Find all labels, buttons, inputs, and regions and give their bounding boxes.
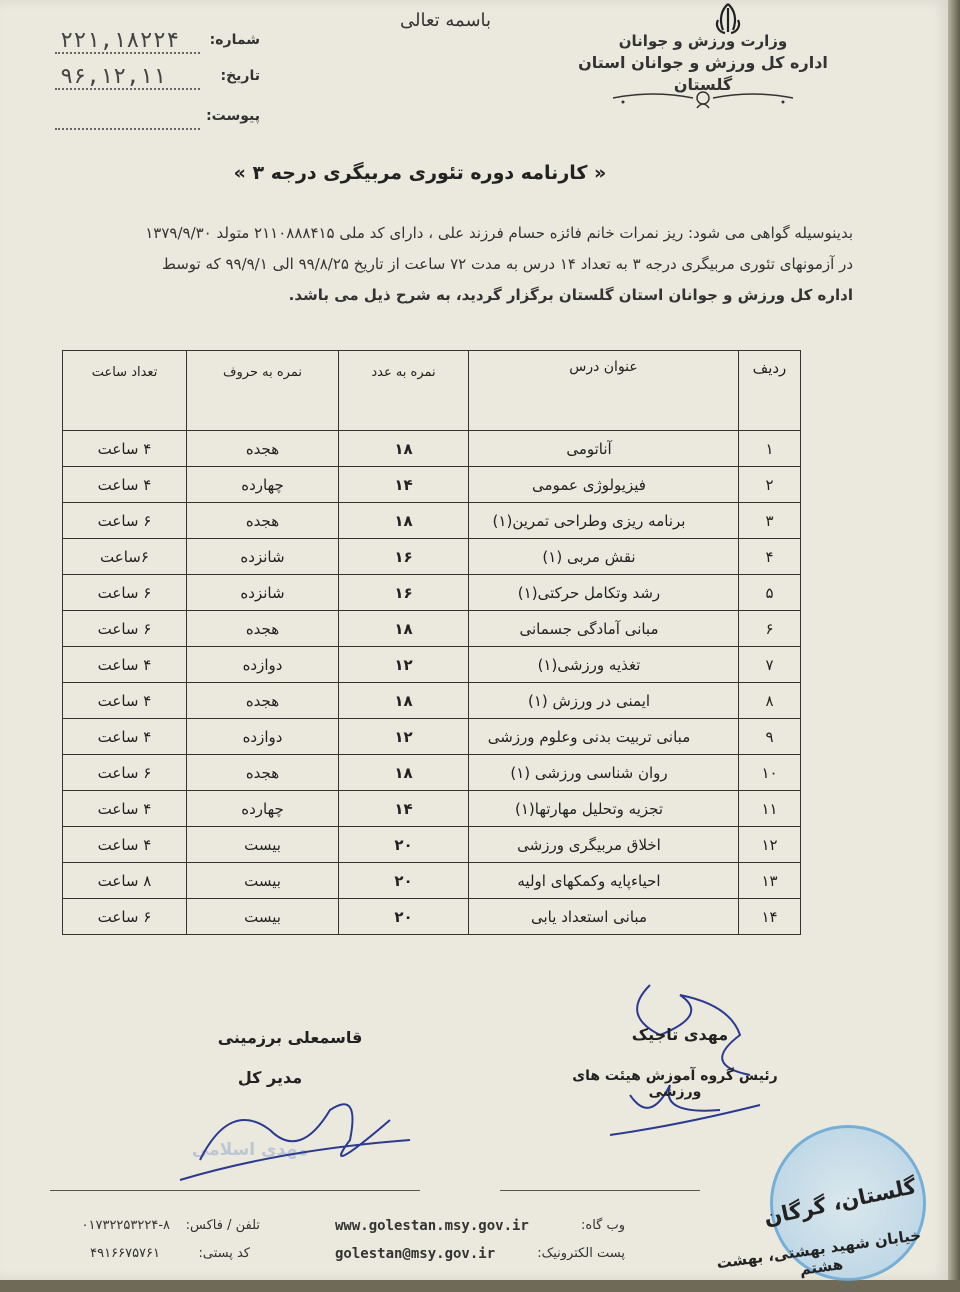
subject-cell: تجزیه وتحلیل مهارتها(۱) (469, 791, 739, 827)
website-link[interactable]: www.golestan.msy.gov.ir (335, 1218, 529, 1234)
row-number-cell: ۱۲ (739, 827, 801, 863)
dotted-line (55, 128, 200, 130)
grades-table-body (63, 431, 801, 935)
subject-cell: روان شناسی ورزشی (۱) (469, 755, 739, 791)
date-label: تاریخ: (220, 68, 260, 84)
row-number-cell: ۳ (739, 503, 801, 539)
hours-cell: ۴ ساعت (63, 791, 187, 827)
hours-cell: ۴ ساعت (63, 683, 187, 719)
dotted-line (55, 52, 200, 54)
score-text-cell: دوازده (187, 719, 339, 755)
subject-cell: مبانی آمادگی جسمانی (469, 611, 739, 647)
score-number-cell: ۱۸ (339, 503, 469, 539)
row-number-cell: ۲ (739, 467, 801, 503)
score-number-cell: ۱۸ (339, 431, 469, 467)
score-number-cell: ۱۸ (339, 683, 469, 719)
score-text-cell: هجده (187, 755, 339, 791)
number-label: شماره: (209, 32, 260, 48)
document-title: « کارنامه دوره تئوری مربیگری درجه ۳ » (233, 162, 607, 184)
score-number-cell: ۲۰ (339, 899, 469, 935)
table-row (63, 431, 801, 467)
subject-cell: فیزیولوژی عمومی (469, 467, 739, 503)
hours-cell: ۸ ساعت (63, 863, 187, 899)
row-number-cell: ۱ (739, 431, 801, 467)
subject-cell: مبانی تربیت بدنی وعلوم ورزشی (469, 719, 739, 755)
table-row (63, 575, 801, 611)
header-row-number: ردیف (739, 351, 801, 431)
score-number-cell: ۱۴ (339, 791, 469, 827)
row-number-cell: ۵ (739, 575, 801, 611)
table-row (63, 827, 801, 863)
dotted-line (55, 88, 200, 90)
subject-cell: اخلاق مربیگری ورزشی (469, 827, 739, 863)
score-number-cell: ۲۰ (339, 827, 469, 863)
letter-date (40, 64, 260, 96)
row-number-cell: ۱۱ (739, 791, 801, 827)
header-score-text: نمره به حروف (187, 351, 339, 431)
signatory-right-title: رئیس گروه آموزش هیئت های ورزشی (572, 1068, 778, 1100)
website-label: وب گاه: (581, 1218, 625, 1233)
footer-divider-right (500, 1190, 700, 1191)
hours-cell: ۴ ساعت (63, 431, 187, 467)
score-text-cell: چهارده (187, 467, 339, 503)
header-hours: تعداد ساعت (63, 351, 187, 431)
grades-table (62, 350, 801, 935)
score-text-cell: هجده (187, 503, 339, 539)
stamp-address: خیابان شهید بهشتی، بهشت هشتم (715, 1225, 923, 1279)
header-score-number: نمره به عدد (339, 351, 469, 431)
table-row (63, 467, 801, 503)
score-number-cell: ۱۸ (339, 611, 469, 647)
hours-cell: ۶ ساعت (63, 611, 187, 647)
score-text-cell: هجده (187, 611, 339, 647)
hours-cell: ۶ ساعت (63, 575, 187, 611)
ministry-name: وزارت ورزش و جوانان (618, 32, 788, 50)
table-row (63, 791, 801, 827)
row-number-cell: ۱۰ (739, 755, 801, 791)
row-number-cell: ۱۳ (739, 863, 801, 899)
signatory-faint-name: مهدی اسلامی (191, 1140, 309, 1160)
score-text-cell: شانزده (187, 575, 339, 611)
subject-cell: تغذیه ورزشی(۱) (469, 647, 739, 683)
hours-cell: ۴ ساعت (63, 647, 187, 683)
signature-scribble-left (160, 1080, 420, 1190)
row-number-cell: ۷ (739, 647, 801, 683)
hours-cell: ۶ ساعت (63, 899, 187, 935)
table-header-row (63, 351, 801, 431)
postal-value: ۴۹۱۶۶۷۵۷۶۱ (90, 1246, 160, 1261)
header-subject: عنوان درس (469, 351, 739, 431)
subject-cell: نقش مربی (۱) (469, 539, 739, 575)
table-row (63, 899, 801, 935)
footer-divider-left (50, 1190, 420, 1191)
score-number-cell: ۱۶ (339, 539, 469, 575)
hours-cell: ۶ ساعت (63, 755, 187, 791)
score-text-cell: شانزده (187, 539, 339, 575)
hours-cell: ۶ساعت (63, 539, 187, 575)
table-row (63, 863, 801, 899)
hours-cell: ۶ ساعت (63, 503, 187, 539)
email-link[interactable]: golestan@msy.gov.ir (335, 1246, 496, 1262)
table-row (63, 539, 801, 575)
email-label: پست الکترونیک: (537, 1246, 625, 1261)
stamp-city: گلستان، گرگان (761, 1174, 919, 1230)
attachment-label: پیوست: (206, 108, 260, 124)
score-text-cell: هجده (187, 431, 339, 467)
score-text-cell: چهارده (187, 791, 339, 827)
subject-cell: احیاءپایه وکمکهای اولیه (469, 863, 739, 899)
subject-cell: رشد وتکامل حرکتی(۱) (469, 575, 739, 611)
body-line-2: در آزمونهای تئوری مربیگری درجه ۳ به تعداد ۱۴ درس به مدت ۷۲ ساعت از تاریخ ۹۹/۸/۲۵ الی ۹۹/۹/۱ که توسط (162, 255, 853, 273)
letter-attachment (40, 108, 260, 136)
hours-cell: ۴ ساعت (63, 827, 187, 863)
score-number-cell: ۱۲ (339, 647, 469, 683)
score-number-cell: ۱۴ (339, 467, 469, 503)
body-line-3: اداره کل ورزش و جوانان استان گلستان برگزار گردید، به شرح ذیل می باشد. (288, 286, 853, 304)
score-text-cell: بیست (187, 827, 339, 863)
score-text-cell: بیست (187, 899, 339, 935)
row-number-cell: ۱۴ (739, 899, 801, 935)
signatory-left-name: قاسمعلی برزمینی (217, 1028, 363, 1047)
table-row (63, 719, 801, 755)
row-number-cell: ۹ (739, 719, 801, 755)
phone-value: ۰۱۷۳۲۲۵۳۲۲۴-۸ (81, 1218, 170, 1233)
table-row (63, 503, 801, 539)
page-edge (948, 0, 960, 1280)
score-number-cell: ۱۶ (339, 575, 469, 611)
phone-label: تلفن / فاکس: (185, 1218, 260, 1233)
score-number-cell: ۱۲ (339, 719, 469, 755)
score-number-cell: ۱۸ (339, 755, 469, 791)
table-row (63, 647, 801, 683)
score-text-cell: دوازده (187, 647, 339, 683)
office-name: اداره کل ورزش و جوانان استان گلستان (578, 53, 828, 94)
score-number-cell: ۲۰ (339, 863, 469, 899)
certificate-text (73, 218, 853, 311)
bismillah: باسمه تعالی (400, 10, 492, 31)
signatory-left-title: مدیر کل (237, 1068, 303, 1087)
subject-cell: آناتومی (469, 431, 739, 467)
row-number-cell: ۸ (739, 683, 801, 719)
row-number-cell: ۶ (739, 611, 801, 647)
date-value: ۹۶,۱۲,۱۱ (60, 64, 166, 89)
table-row (63, 683, 801, 719)
hours-cell: ۴ ساعت (63, 467, 187, 503)
signature-scribble-right (590, 975, 790, 1145)
postal-label: کد پستی: (198, 1246, 250, 1261)
subject-cell: ایمنی در ورزش (۱) (469, 683, 739, 719)
hours-cell: ۴ ساعت (63, 719, 187, 755)
subject-cell: مبانی استعداد یابی (469, 899, 739, 935)
score-text-cell: بیست (187, 863, 339, 899)
body-line-1: بدینوسیله گواهی می شود: ریز نمرات خانم فائزه حسام فرزند علی ، دارای کد ملی ۲۱۱۰۸۸۸۴۱۵ متولد ۱۳۷۹/۹/۳۰ (145, 224, 853, 242)
subject-cell: برنامه ریزی وطراحی تمرین(۱) (469, 503, 739, 539)
table-row (63, 755, 801, 791)
number-value: ۲۲۱,۱۸۲۲۴ (60, 28, 180, 53)
letter-number (40, 28, 260, 60)
table-row (63, 611, 801, 647)
row-number-cell: ۴ (739, 539, 801, 575)
score-text-cell: هجده (187, 683, 339, 719)
signatory-right-name: مهدی تاجیک (631, 1025, 729, 1044)
ornament-divider-icon (603, 86, 803, 116)
